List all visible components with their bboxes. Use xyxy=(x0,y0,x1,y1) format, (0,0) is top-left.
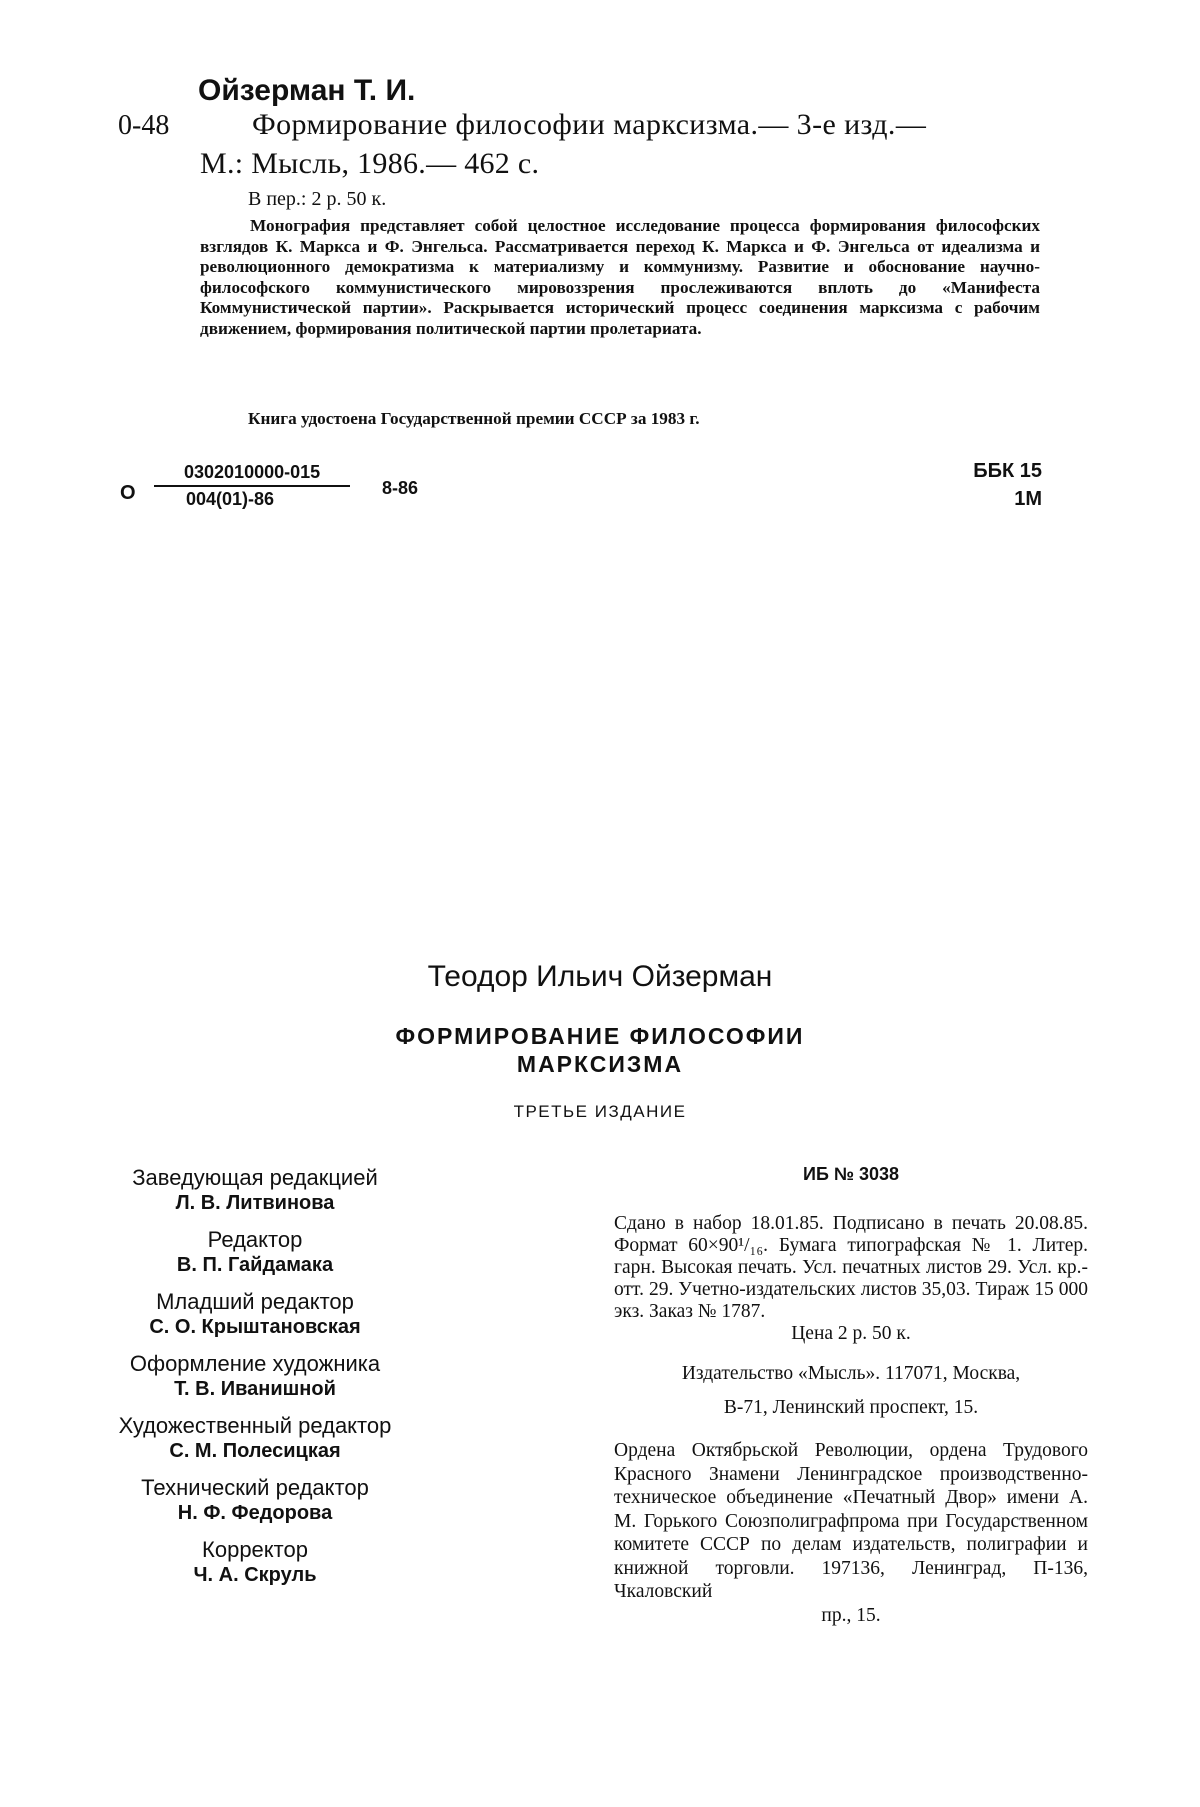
card-price-line: В пер.: 2 р. 50 к. xyxy=(248,188,387,210)
card-title-line: Формирование философии марксизма.— 3-е изд.— xyxy=(252,108,927,141)
card-annotation: Монография представляет собой целостное исследование процесса формирования философских взглядов К. Маркса и Ф. Энгельса. Рассматривается переход К. Маркса и Ф. Энгельса от идеализма и революционного демократизма к материализму и коммунизму. Развитие и обоснование научно-философского коммунистического мировоззрения прослеживаются вплоть до «Манифеста Коммунистической партии». Раскрывается исторический процесс соединения марксизма с рабочим движением, формирования политической партии пролетариата. xyxy=(200,216,1040,338)
credit-name: Л. В. Литвинова xyxy=(175,1192,335,1214)
credit-name: Т. В. Иванишной xyxy=(174,1378,336,1400)
credit-role: Редактор xyxy=(207,1227,303,1252)
catalog-suffix: 8-86 xyxy=(382,478,419,498)
catalog-fraction xyxy=(154,462,350,510)
publisher-line1: Издательство «Мысль». 117071, Москва, xyxy=(681,1363,1021,1384)
credit-name: В. П. Гайдамака xyxy=(176,1254,334,1276)
card-author: Ойзерман Т. И. xyxy=(198,74,416,107)
card-publication-line: М.: Мысль, 1986.— 462 с. xyxy=(200,147,540,180)
credit-role: Корректор xyxy=(202,1537,308,1562)
credit-name: С. М. Полесицкая xyxy=(169,1440,341,1462)
book-title-line2: МАРКСИЗМА xyxy=(516,1051,684,1077)
catalog-denominator: 004(01)-86 xyxy=(186,489,275,509)
credit-item xyxy=(90,1474,420,1526)
print-data: Сдано в набор 18.01.85. Подписано в печать 20.08.85. Формат 60×90¹/₁₆. Бумага типографская № 1. Литер. гарн. Высокая печать. Усл. печатных листов 29. Усл. кр.-отт. 29. Учетно-издательских листов 35,03. Тираж 15 000 экз. Заказ № 1787. xyxy=(614,1213,1088,1322)
book-title xyxy=(0,1022,1200,1078)
credit-item xyxy=(90,1536,420,1588)
publisher-address xyxy=(614,1357,1088,1425)
credit-item xyxy=(90,1288,420,1340)
credit-item xyxy=(90,1350,420,1402)
printer-info-end: пр., 15. xyxy=(821,1604,881,1626)
bbk-line2: 1М xyxy=(1014,488,1042,510)
credit-item xyxy=(90,1226,420,1278)
credit-name: С. О. Крыштановская xyxy=(149,1316,361,1338)
credit-role: Младший редактор xyxy=(156,1289,354,1314)
catalog-numerator: 0302010000-015 xyxy=(154,462,350,487)
imprint-price: Цена 2 р. 50 к. xyxy=(791,1323,911,1344)
credit-role: Технический редактор xyxy=(141,1475,369,1500)
credit-role: Оформление художника xyxy=(129,1351,381,1376)
printer-info: Ордена Октябрьской Революции, ордена Трудового Красного Знамени Ленинградское производственно-техническое объединение «Печатный Двор» имени А. М. Горького Союзполиграфпрома при Государственном комитете СССР по делам издательств, полиграфии и книжной торговли. 197136, Ленинград, П-136, Чкаловский xyxy=(614,1440,1088,1602)
imprint-block xyxy=(614,1164,1088,1627)
bbk-line1: ББК 15 xyxy=(973,460,1042,482)
publisher-line2: В-71, Ленинский проспект, 15. xyxy=(723,1397,979,1418)
credit-role: Художественный редактор xyxy=(118,1413,392,1438)
book-title-line1: ФОРМИРОВАНИЕ ФИЛОСОФИИ xyxy=(395,1023,805,1049)
credit-item xyxy=(90,1164,420,1216)
catalog-prefix: О xyxy=(120,482,136,504)
ib-number: ИБ № 3038 xyxy=(803,1164,899,1184)
credit-role: Заведующая редакцией xyxy=(132,1165,378,1190)
credits-list xyxy=(90,1164,420,1598)
credit-item xyxy=(90,1412,420,1464)
card-code: 0-48 xyxy=(118,110,170,141)
full-author-name: Теодор Ильич Ойзерман xyxy=(427,960,773,993)
edition-label: ТРЕТЬЕ ИЗДАНИЕ xyxy=(513,1102,687,1121)
credit-name: Н. Ф. Федорова xyxy=(177,1502,333,1524)
credit-name: Ч. А. Скруль xyxy=(193,1564,317,1586)
bbk-code xyxy=(973,457,1042,513)
card-award: Книга удостоена Государственной премии СССР за 1983 г. xyxy=(248,409,700,428)
